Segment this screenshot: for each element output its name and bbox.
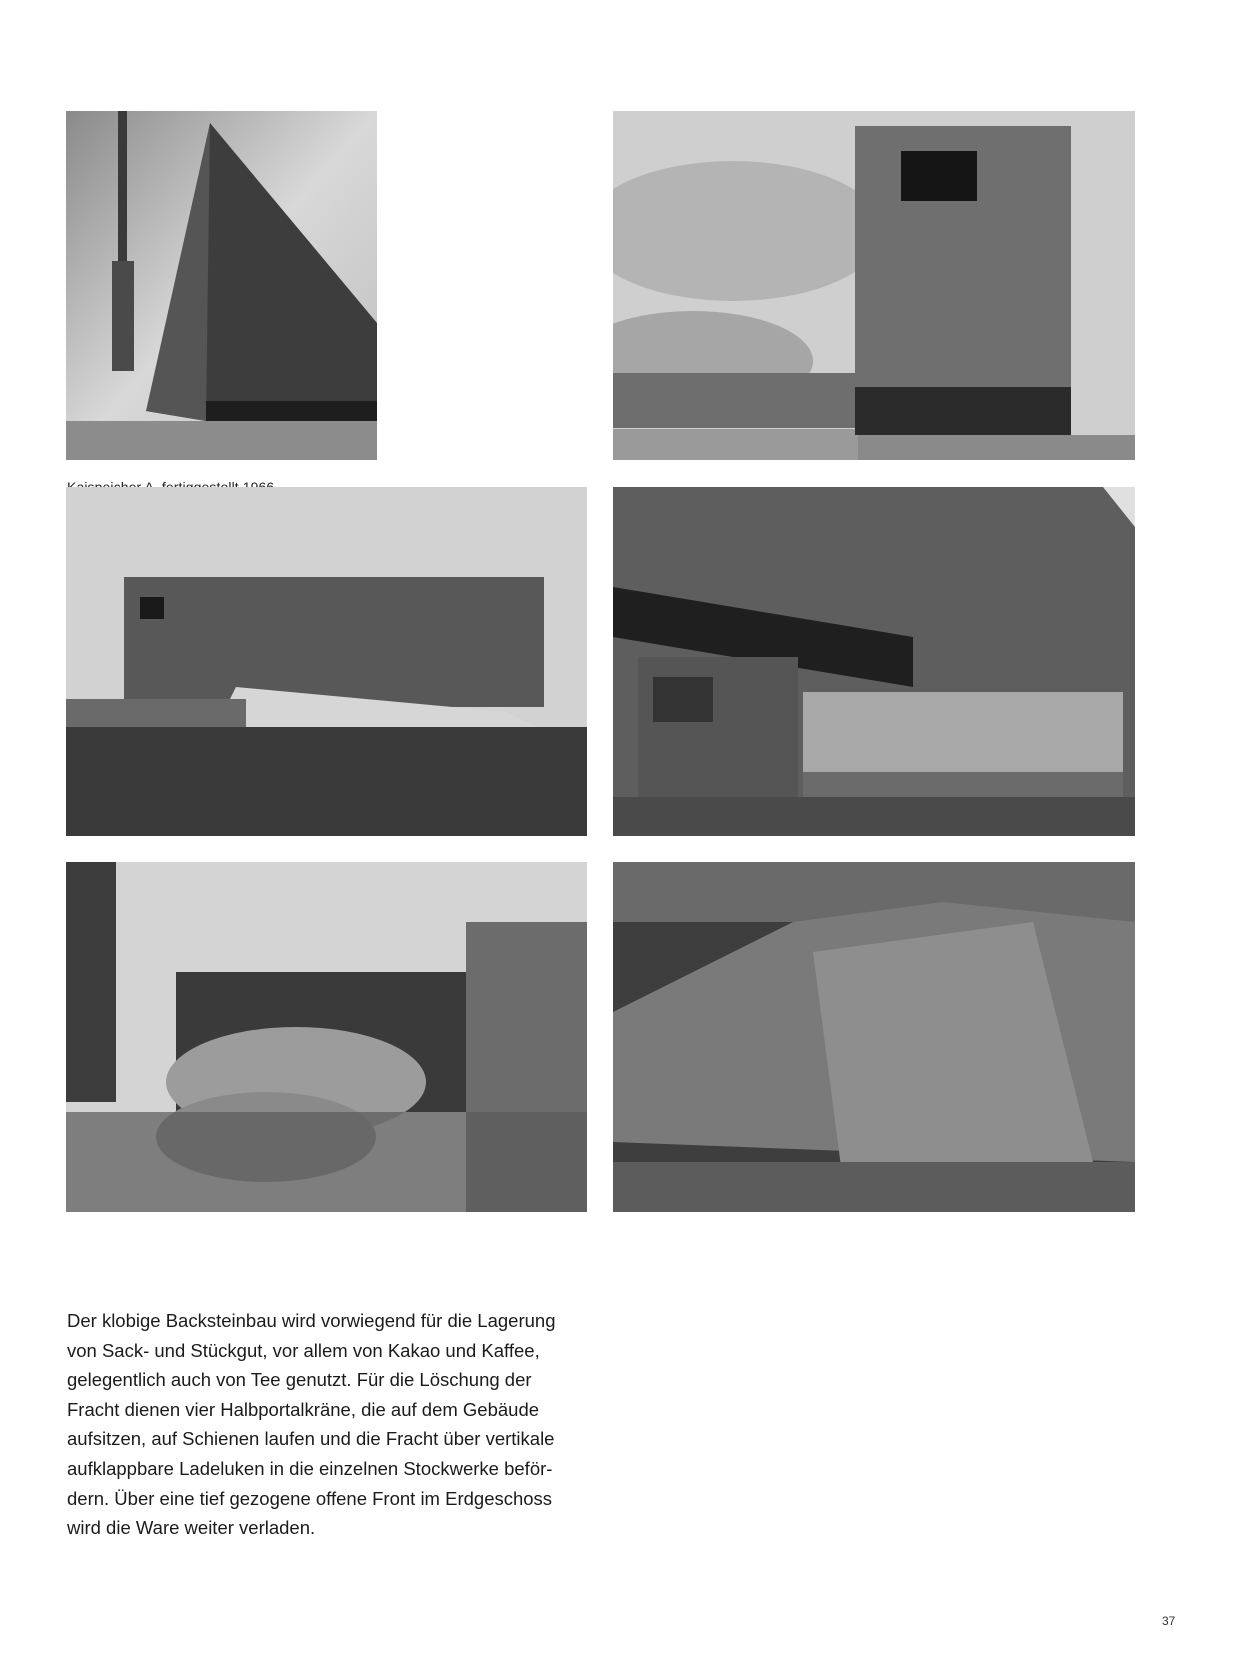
- body-line: aufsitzen, auf Schienen laufen und die Fracht über vertikale: [67, 1428, 555, 1450]
- photo-sack-storage: [613, 862, 1135, 1212]
- body-line: Fracht dienen vier Halbportalkräne, die auf dem Gebäude: [67, 1398, 540, 1420]
- photo-ship-at-kaispeicher: [66, 487, 587, 836]
- body-line: von Sack- und Stückgut, vor allem von Kakao und Kaffee,: [67, 1339, 540, 1361]
- photo-truck-loading: [613, 487, 1135, 836]
- photo-kaispeicher-corner-view: [66, 111, 377, 460]
- photo-kaispeicher-gable-view: [613, 111, 1135, 460]
- body-line: dern. Über eine tief gezogene offene Front im Erdgeschoss: [67, 1487, 553, 1509]
- photo-sack-handling: [66, 862, 587, 1212]
- body-line: wird die Ware weiter verladen.: [67, 1517, 316, 1539]
- body-line: Der klobige Backsteinbau wird vorwiegend für die Lagerung: [67, 1310, 556, 1331]
- page-number: 37: [1162, 1614, 1176, 1628]
- body-paragraph: [67, 1306, 627, 1543]
- body-line: aufklappbare Ladeluken in die einzelnen Stockwerke beför-: [67, 1457, 553, 1479]
- body-line: gelegentlich auch von Tee genutzt. Für die Löschung der: [67, 1369, 532, 1391]
